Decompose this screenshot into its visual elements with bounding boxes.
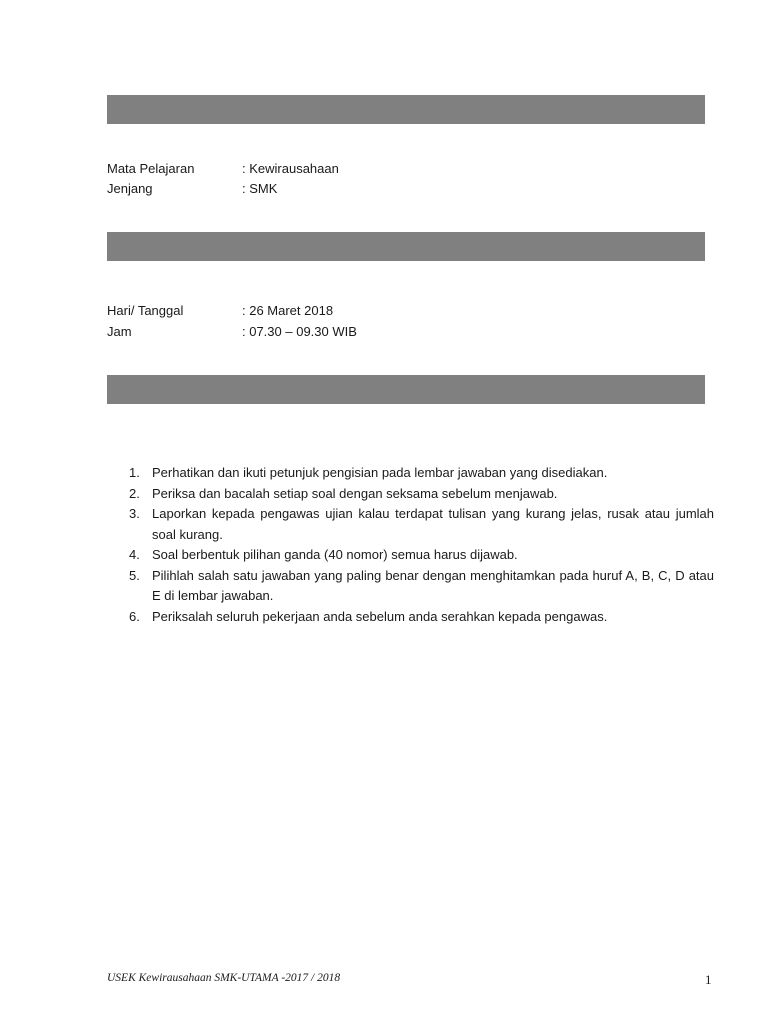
date-row: [107, 303, 333, 319]
instruction-item: [129, 484, 714, 505]
date-label: Hari/ Tanggal: [107, 303, 184, 318]
date-value: : 26 Maret 2018: [242, 303, 334, 318]
instruction-number: 1.: [129, 465, 140, 480]
level-row: [107, 181, 277, 197]
instruction-text: Pilihlah salah satu jawaban yang paling benar dengan menghitamkan pada huruf A, B, C, D atau E di lembar jawaban.: [152, 567, 714, 603]
instruction-number: 4.: [129, 547, 140, 562]
instruction-text: Perhatikan dan ikuti petunjuk pengisian pada lembar jawaban yang disediakan.: [152, 465, 608, 480]
instruction-item: [129, 504, 714, 545]
level-value: : SMK: [242, 181, 278, 196]
instruction-text: Periksa dan bacalah setiap soal dengan seksama sebelum menjawab.: [152, 485, 558, 501]
section-header-bar-2: [107, 232, 705, 261]
page-number: 1: [705, 972, 712, 987]
instruction-text: Laporkan kepada pengawas ujian kalau terdapat tulisan yang kurang jelas, rusak atau jumlah soal kurang.: [152, 506, 714, 542]
time-value: : 07.30 – 09.30 WIB: [242, 324, 357, 339]
time-row: [107, 324, 357, 340]
subject-label: Mata Pelajaran: [107, 161, 195, 176]
instruction-number: 2.: [129, 485, 140, 501]
instruction-text: Soal berbentuk pilihan ganda (40 nomor) semua harus dijawab.: [152, 547, 518, 562]
section-header-bar-3: [107, 375, 705, 404]
instruction-text: Periksalah seluruh pekerjaan anda sebelum anda serahkan kepada pengawas.: [152, 608, 608, 624]
instruction-item: [129, 566, 714, 607]
instruction-item: [129, 463, 714, 484]
instruction-number: 3.: [129, 506, 140, 521]
instruction-item: [129, 545, 714, 566]
time-label: Jam: [107, 324, 132, 339]
instruction-number: 6.: [129, 608, 140, 624]
section-header-bar-1: [107, 95, 705, 124]
subject-row: [107, 161, 339, 177]
subject-value: : Kewirausahaan: [242, 161, 339, 176]
level-label: Jenjang: [107, 181, 153, 196]
instructions-list: [129, 463, 714, 627]
instruction-item: [129, 607, 714, 628]
footer-text: USEK Kewirausahaan SMK-UTAMA -2017 / 2018: [107, 972, 341, 984]
instruction-number: 5.: [129, 567, 140, 583]
